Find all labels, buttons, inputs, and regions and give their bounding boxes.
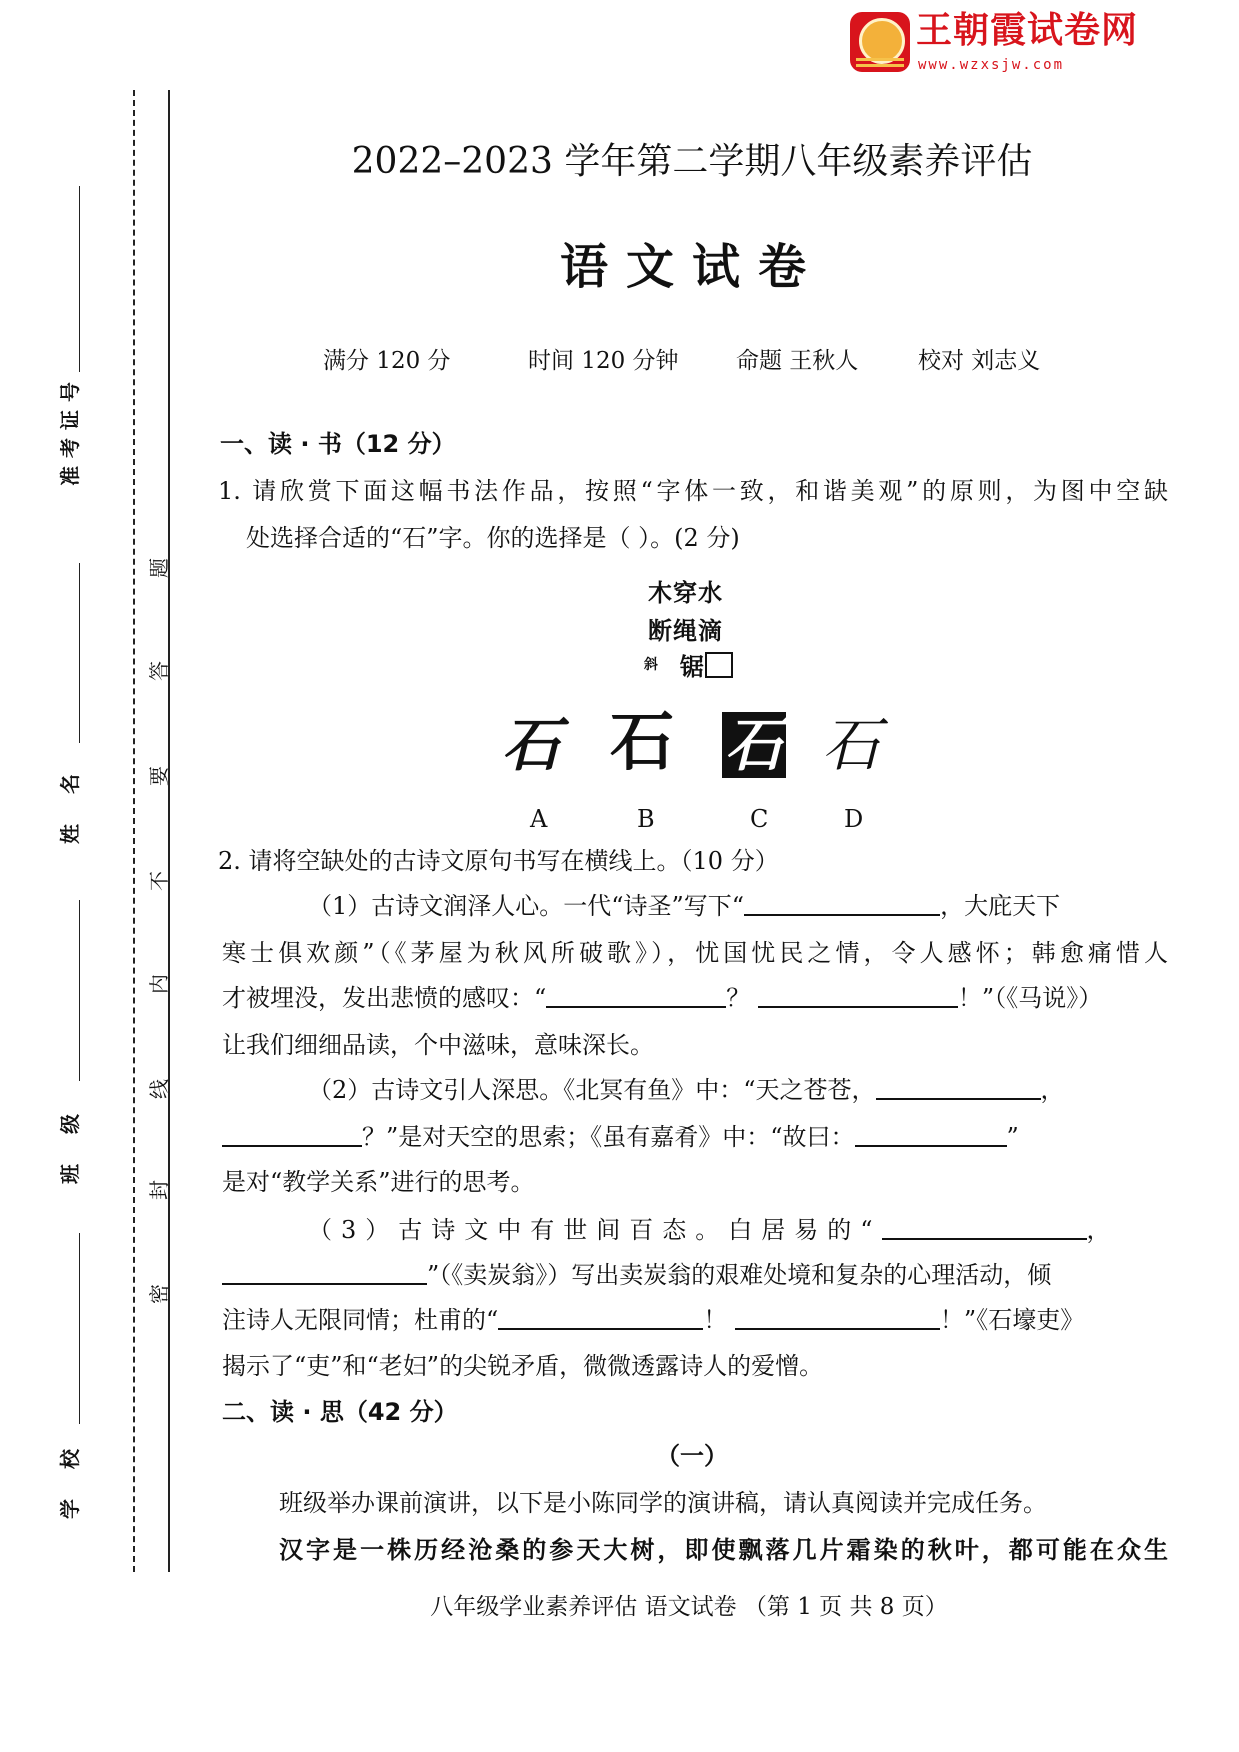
q2-line: 让我们细细品读，个中滋味，意味深长。 (222, 1031, 654, 1059)
text: 才被埋没，发出悲愤的感叹：“ (222, 984, 547, 1012)
class-label: 班级 (58, 1084, 82, 1184)
exam-subject: 语文试卷 (559, 239, 824, 295)
answer-blank[interactable] (222, 1259, 427, 1285)
author: 命题 王秋人 (736, 348, 859, 374)
text: ， (1040, 1076, 1065, 1104)
q2-stem: 2. 请将空缺处的古诗文原句书写在横线上。（10 分） (218, 847, 779, 875)
seal-char: 内 (147, 974, 171, 994)
seal-char: 线 (147, 1079, 171, 1099)
q2-line (308, 890, 1168, 922)
text: ！”（《马说》） (957, 984, 1103, 1012)
answer-blank[interactable] (758, 982, 958, 1008)
q2-line: 揭示了“吏”和“老妇”的尖锐矛盾，微微透露诗人的爱憎。 (222, 1352, 824, 1380)
calligraphy-seal: 斜 (644, 657, 659, 673)
logo-badge-icon (850, 12, 910, 72)
option-d-glyph: 石 (822, 711, 881, 779)
cut-line-dashed (133, 90, 135, 1572)
option-a[interactable]: A (530, 805, 548, 833)
seal-char: 题 (147, 558, 171, 578)
blank-box (705, 652, 733, 678)
text: ？”是对天空的思索；《虽有嘉肴》中：“故曰： (362, 1123, 855, 1151)
text: ” (1006, 1123, 1019, 1151)
text: ！ (703, 1306, 728, 1334)
seal-char: 答 (147, 661, 171, 681)
exam-title: 2022–2023 学年第二学期八年级素养评估 (351, 141, 1033, 182)
exam-time: 时间 120 分钟 (528, 348, 679, 374)
school-label: 学校 (58, 1419, 82, 1519)
exam-number-label: 准考证号 (58, 374, 82, 486)
seal-char: 要 (147, 766, 171, 786)
answer-blank[interactable] (735, 1304, 940, 1330)
answer-blank[interactable] (222, 1121, 362, 1147)
text: ，大庇天下 (940, 892, 1061, 920)
part-heading: （一） (656, 1441, 728, 1470)
q2-line (222, 1304, 1168, 1336)
proofreader: 校对 刘志义 (918, 348, 1041, 374)
section-heading: 一、读 · 书（12 分） (220, 430, 456, 458)
q2-line (308, 1214, 1168, 1246)
answer-blank[interactable] (882, 1214, 1087, 1240)
margin-line (168, 90, 170, 1572)
calligraphy-char: 锯 (680, 653, 705, 681)
option-a-glyph: 石 (502, 711, 561, 779)
q1-text: 处选择合适的“石”字。你的选择是（ ）。(2 分) (246, 524, 740, 552)
seal-char: 密 (147, 1284, 171, 1304)
option-c-glyph: 石 (722, 712, 786, 778)
option-b-glyph: 石 (610, 705, 674, 780)
answer-blank[interactable] (744, 890, 940, 916)
calligraphy-row: 木穿水 (648, 579, 723, 607)
logo-url: www.wzxsjw.com (918, 57, 1065, 73)
full-score: 满分 120 分 (323, 348, 451, 374)
text: （1）古诗文润泽人心。一代“诗圣”写下“ (308, 892, 745, 920)
option-c[interactable]: C (750, 805, 769, 833)
text: ？ (726, 984, 751, 1012)
seal-char: 不 (147, 871, 171, 891)
name-field-line[interactable] (79, 563, 80, 743)
calligraphy-row (680, 652, 733, 682)
q2-line: 寒士俱欢颜”（《茅屋为秋风所破歌》），忧国忧民之情，令人感怀；韩愈痛惜人 (222, 939, 1168, 967)
text: ”（《卖炭翁》）写出卖炭翁的艰难处境和复杂的心理活动，倾 (427, 1261, 1052, 1289)
text: （3）古诗文中有世间百态。白居易的“ (308, 1216, 882, 1244)
passage-text: 汉字是一株历经沧桑的参天大树，即使飘落几片霜染的秋叶，都可能在众生 (279, 1536, 1168, 1564)
text: 注诗人无限同情；杜甫的“ (222, 1306, 499, 1334)
section-heading: 二、读 · 思（42 分） (222, 1398, 458, 1426)
q2-line (222, 982, 1168, 1014)
school-field-line[interactable] (79, 1233, 80, 1424)
text: ！”《石壕吏》 (939, 1306, 1085, 1334)
site-logo (850, 10, 1160, 76)
q2-line (222, 1259, 1168, 1291)
answer-blank[interactable] (855, 1121, 1007, 1147)
q2-line: 是对“教学关系”进行的思考。 (222, 1168, 535, 1196)
answer-blank[interactable] (546, 982, 726, 1008)
q2-line (222, 1121, 1168, 1153)
q1-text: 1. 请欣赏下面这幅书法作品，按照“字体一致，和谐美观”的原则，为图中空缺 (218, 477, 1168, 505)
text: （2）古诗文引人深思。《北冥有鱼》中：“天之苍苍， (308, 1076, 876, 1104)
answer-blank[interactable] (498, 1304, 703, 1330)
text: ， (1086, 1216, 1120, 1244)
answer-blank[interactable] (876, 1074, 1041, 1100)
intro-text: 班级举办课前演讲，以下是小陈同学的演讲稿，请认真阅读并完成任务。 (279, 1489, 1047, 1517)
q2-line (308, 1074, 1168, 1106)
seal-char: 封 (147, 1180, 171, 1200)
page-footer: 八年级学业素养评估 语文试卷 （第 1 页 共 8 页） (430, 1594, 948, 1620)
calligraphy-row: 断绳滴 (648, 617, 723, 645)
option-b[interactable]: B (637, 805, 655, 833)
option-d[interactable]: D (844, 805, 864, 833)
logo-name: 王朝霞试卷网 (916, 10, 1139, 51)
name-label: 姓名 (58, 744, 82, 844)
class-field-line[interactable] (79, 900, 80, 1081)
